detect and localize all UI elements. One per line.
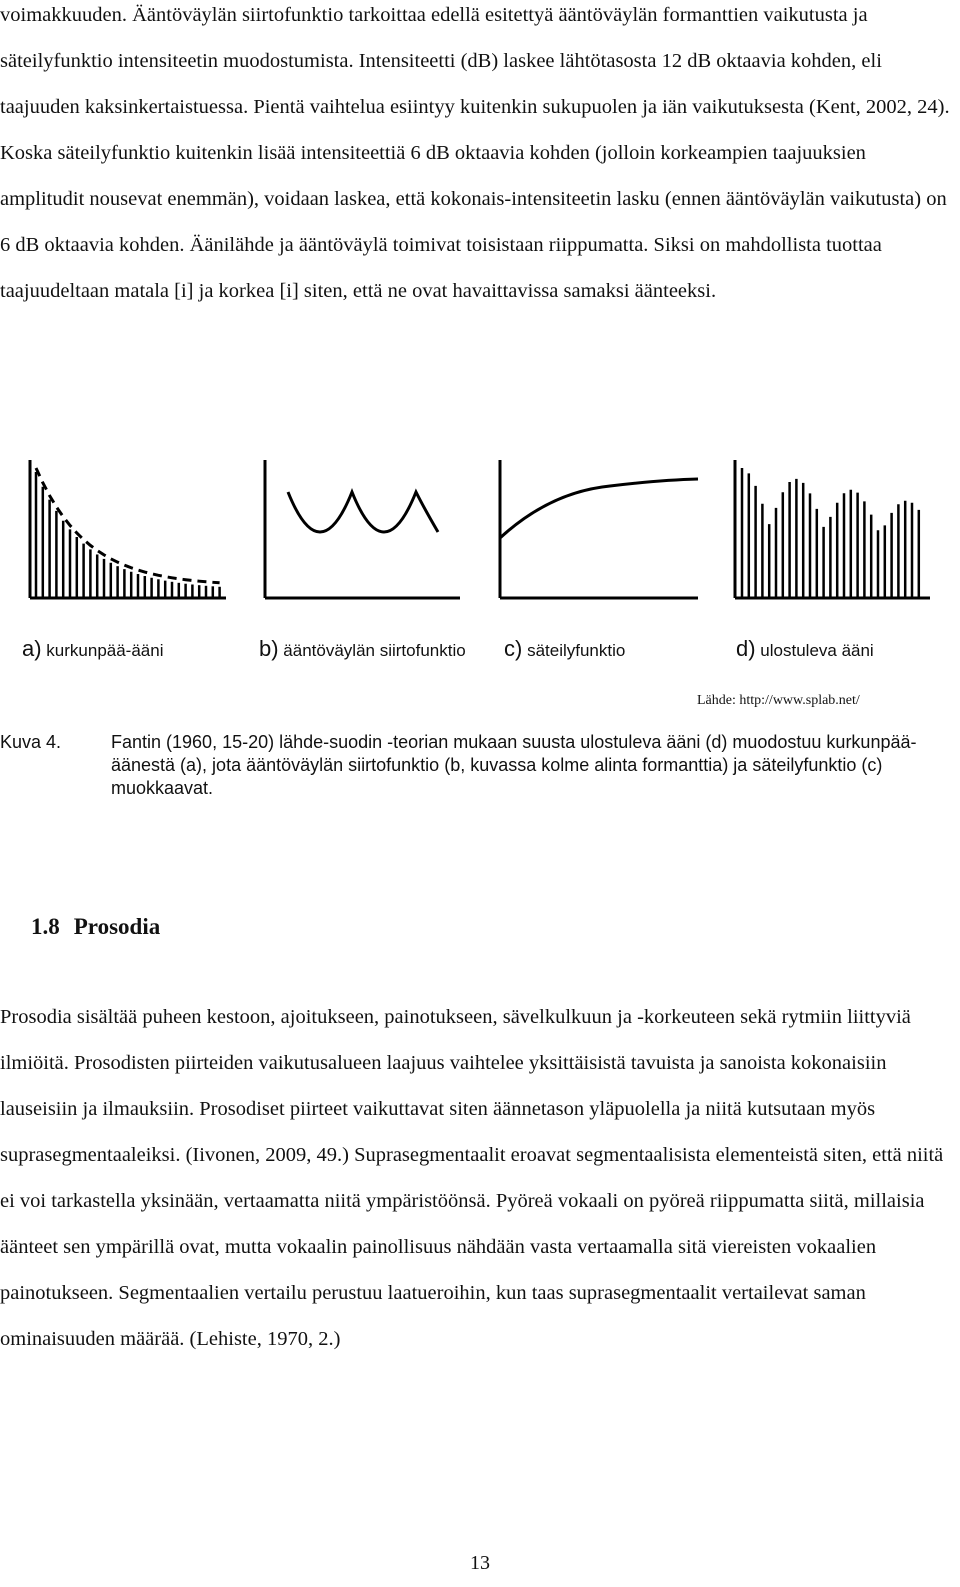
panel-c-radiation-function xyxy=(500,460,698,598)
section-heading xyxy=(31,914,160,940)
panel-d-output-spectrum xyxy=(735,460,930,598)
body-paragraph-1: voimakkuuden. Ääntöväylän siirtofunktio tarkoittaa edellä esitettyä ääntöväylän formanttien vaikutusta ja säteilyfunktio intensiteetin muodostumista. Intensiteetti (dB) laskee lähtötasosta 12 dB oktaavia kohden, eli taajuuden kaksinkertaistuessa. Pientä vaihtelua esiintyy kuitenkin sukupuolen ja iän vaikutuksesta (Kent, 2002, 24). Koska säteilyfunktio kuitenkin lisää intensiteettiä 6 dB oktaavia kohden (jolloin korkeampien taajuuksien amplitudit nousevat enemmän), voidaan laskea, että kokonais-intensiteetin lasku (ennen ääntöväylän vaikutusta) on 6 dB oktaavia kohden. Äänilähde ja ääntöväylä toimivat toisistaan riippumatta. Siksi on mahdollista tuottaa taajuudeltaan matala [i] ja korkea [i] siten, että ne ovat havaittavissa samaksi äänteeksi. xyxy=(0,4,950,302)
panel-label-b: b) ääntöväylän siirtofunktio xyxy=(259,636,466,661)
section-number: 1.8 xyxy=(31,914,60,939)
panel-b-transfer-function xyxy=(265,460,460,598)
panel-label-d: d) ulostuleva ääni xyxy=(736,636,874,661)
source-filter-figure xyxy=(0,440,960,640)
panel-label-a: a) kurkunpää-ääni xyxy=(22,636,164,661)
section-title: Prosodia xyxy=(73,914,161,939)
caption-text: Fantin (1960, 15-20) lähde-suodin -teorian mukaan suusta ulostuleva ääni (d) muodostuu kurkunpää-äänestä (a), jota ääntöväylän siirtofunktio (b, kuvassa kolme alinta formanttia) ja säteilyfunktio (c) muokkaavat. xyxy=(111,732,917,798)
page-number: 13 xyxy=(470,1552,490,1574)
panel-label-c: c) säteilyfunktio xyxy=(504,636,626,661)
caption-label: Kuva 4. xyxy=(0,732,62,752)
figure-source: Lähde: http://www.splab.net/ xyxy=(697,693,860,708)
panel-a-glottal-spectrum xyxy=(30,460,226,598)
body-paragraph-2: Prosodia sisältää puheen kestoon, ajoitukseen, painotukseen, sävelkulkuun ja -korkeuteen sekä rytmiin liittyviä ilmiöitä. Prosodisten piirteiden vaikutusalueen laajuus vaihtelee yksittäisistä tavuista ja sanoista kokonaisiin lauseisiin ja ilmauksiin. Prosodiset piirteet vaikuttavat siten äännetason yläpuolella ja niitä kutsutaan myös suprasegmentaaleiksi. (Iivonen, 2009, 49.) Suprasegmentaalit eroavat segmentaalisista elementeistä siten, että niitä ei voi tarkastella yksinään, vertaamatta niitä ympäristöönsä. Pyöreä vokaali on pyöreä riippumatta siitä, millaisia äänteet sen ympärillä ovat, mutta vokaalin painollisuus nähdään vasta vertaamalla sitä viereisten vokaalien painotukseen. Segmentaalien vertailu perustuu laatueroihin, kun taas suprasegmentaalit vertailevat saman ominaisuuden määrää. (Lehiste, 1970, 2.) xyxy=(0,1006,944,1350)
